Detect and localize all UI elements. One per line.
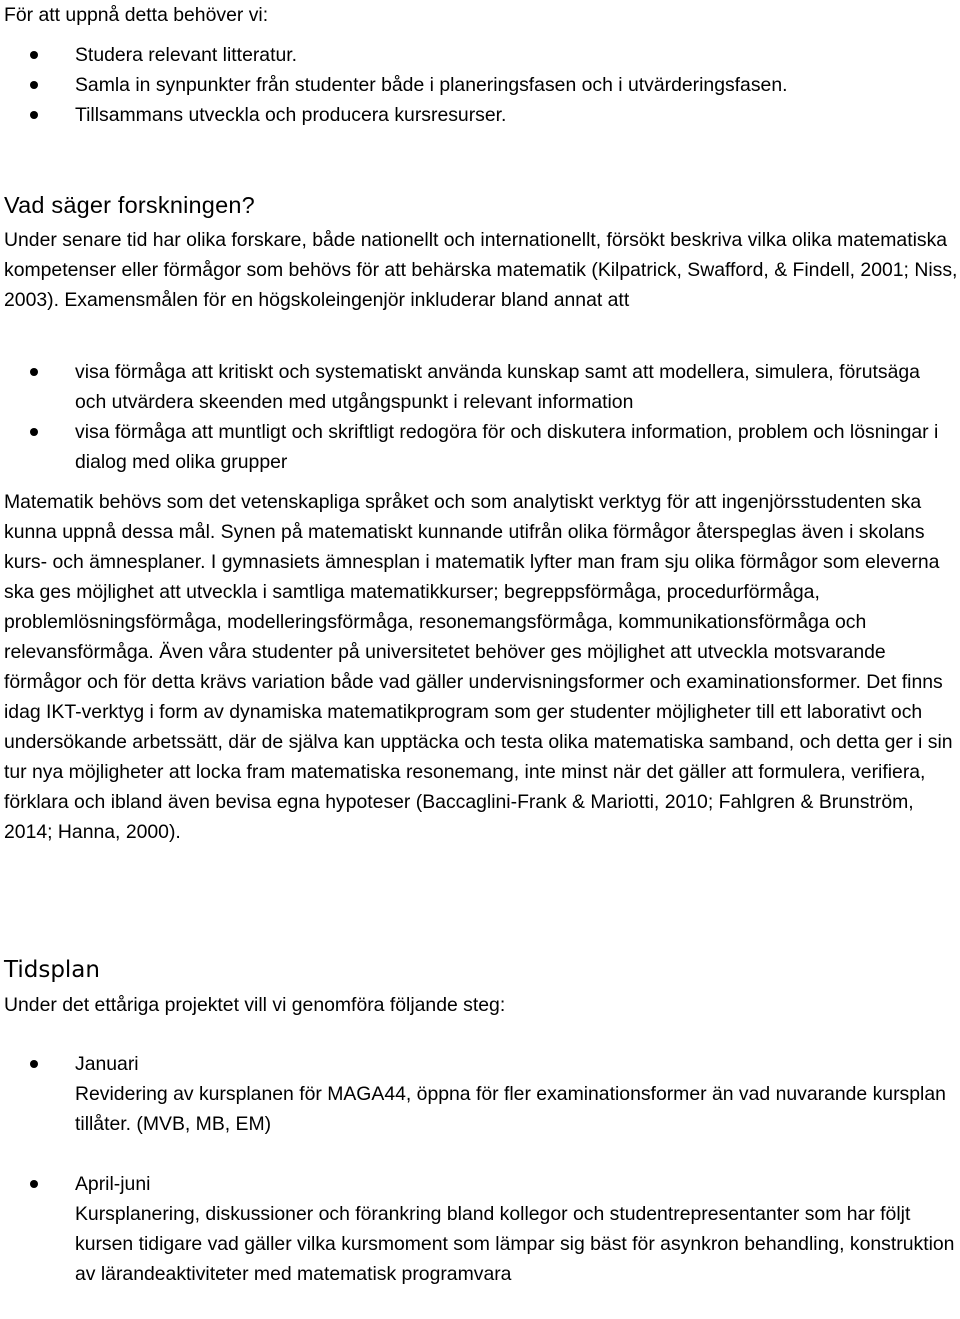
- list-item: [4, 1049, 956, 1139]
- schedule-description: Kursplanering, diskussioner och förankring bland kollegor och studentrepresentanter som har följt kursen tidigare vad gäller vilka kursmoment som lämpar sig bäst för asynkron behandling, konstruktion av lärandeaktiviteter med matematisk programvara: [75, 1203, 955, 1285]
- section-heading-research: Vad säger forskningen?: [4, 192, 255, 218]
- bullet-icon: [30, 51, 38, 59]
- schedule-description: Revidering av kursplanen för MAGA44, öppna för fler examinationsformer än vad nuvarande kursplan tillåter. (MVB, MB, EM): [75, 1083, 946, 1135]
- bullet-icon: [30, 1180, 38, 1188]
- list-item: [4, 100, 954, 130]
- schedule-period: Januari: [75, 1053, 139, 1075]
- list-item-text: visa förmåga att muntligt och skriftligt redogöra för och diskutera information, problem och lösningar i dialog med olika grupper: [75, 421, 939, 473]
- schedule-period: April-juni: [75, 1173, 151, 1195]
- abilities-list: [4, 357, 956, 477]
- research-paragraph: Under senare tid har olika forskare, både nationellt och internationellt, försökt beskriva vilka olika matematiska kompetenser eller förmågor som behövs för att behärska matematik (Kilpatrick, Swafford, & Findell, 2001; Niss, 2003). Examensmålen för en högskoleingenjör inkluderar bland annat att: [4, 229, 958, 311]
- list-item: [4, 1169, 956, 1289]
- list-item: [4, 70, 954, 100]
- list-item: [4, 417, 956, 477]
- bullet-icon: [30, 368, 38, 376]
- bullet-icon: [30, 81, 38, 89]
- list-item: [4, 40, 954, 70]
- intro-text: För att uppnå detta behöver vi:: [4, 4, 269, 26]
- list-item-text: Studera relevant litteratur.: [75, 44, 298, 66]
- bullet-icon: [30, 428, 38, 436]
- bullet-icon: [30, 111, 38, 119]
- tidsplan-intro: Under det ettåriga projektet vill vi genomföra följande steg:: [4, 994, 506, 1016]
- schedule-list: [4, 1049, 956, 1319]
- goals-list: [4, 40, 954, 130]
- list-item-text: Tillsammans utveckla och producera kursresurser.: [75, 104, 507, 126]
- bullet-icon: [30, 1060, 38, 1068]
- list-item: [4, 357, 956, 417]
- research-paragraph-2: Matematik behövs som det vetenskapliga språket och som analytiskt verktyg för att ingenjörsstudenten ska kunna uppnå dessa mål. Synen på matematiskt kunnande utifrån olika förmågor återspeglas även i skolans kurs- och ämnesplaner. I gymnasiets ämnesplan i matematik lyfter man fram sju olika förmågor som eleverna ska ges möjlighet att utveckla i samtliga matematikkurser; begreppsförmåga, procedurförmåga, problemlösningsförmåga, modelleringsförmåga, resonemangsförmåga, kommunikationsförmåga och relevansförmåga. Även våra studenter på universitetet behöver ges möjlighet att utveckla motsvarande förmågor och för detta krävs variation både vad gäller undervisningsformer och examinationsformer. Det finns idag IKT-verktyg i form av dynamiska matematikprogram som ger studenter möjligheter till ett laborativt och undersökande arbetssätt, där de själva kan upptäcka och testa olika matematiska samband, och detta ger i sin tur nya möjligheter att locka fram matematiska resonemang, inte minst när det gäller att formulera, verifiera, förklara och ibland även bevisa egna hypoteser (Baccaglini-Frank & Mariotti, 2010; Fahlgren & Brunström, 2014; Hanna, 2000).: [4, 491, 953, 843]
- list-item-text: Samla in synpunkter från studenter både i planeringsfasen och i utvärderingsfasen.: [75, 74, 788, 96]
- section-heading-tidsplan: Tidsplan: [4, 957, 100, 983]
- list-item-text: visa förmåga att kritiskt och systematiskt använda kunskap samt att modellera, simulera, förutsäga och utvärdera skeenden med utgångspunkt i relevant information: [75, 361, 920, 413]
